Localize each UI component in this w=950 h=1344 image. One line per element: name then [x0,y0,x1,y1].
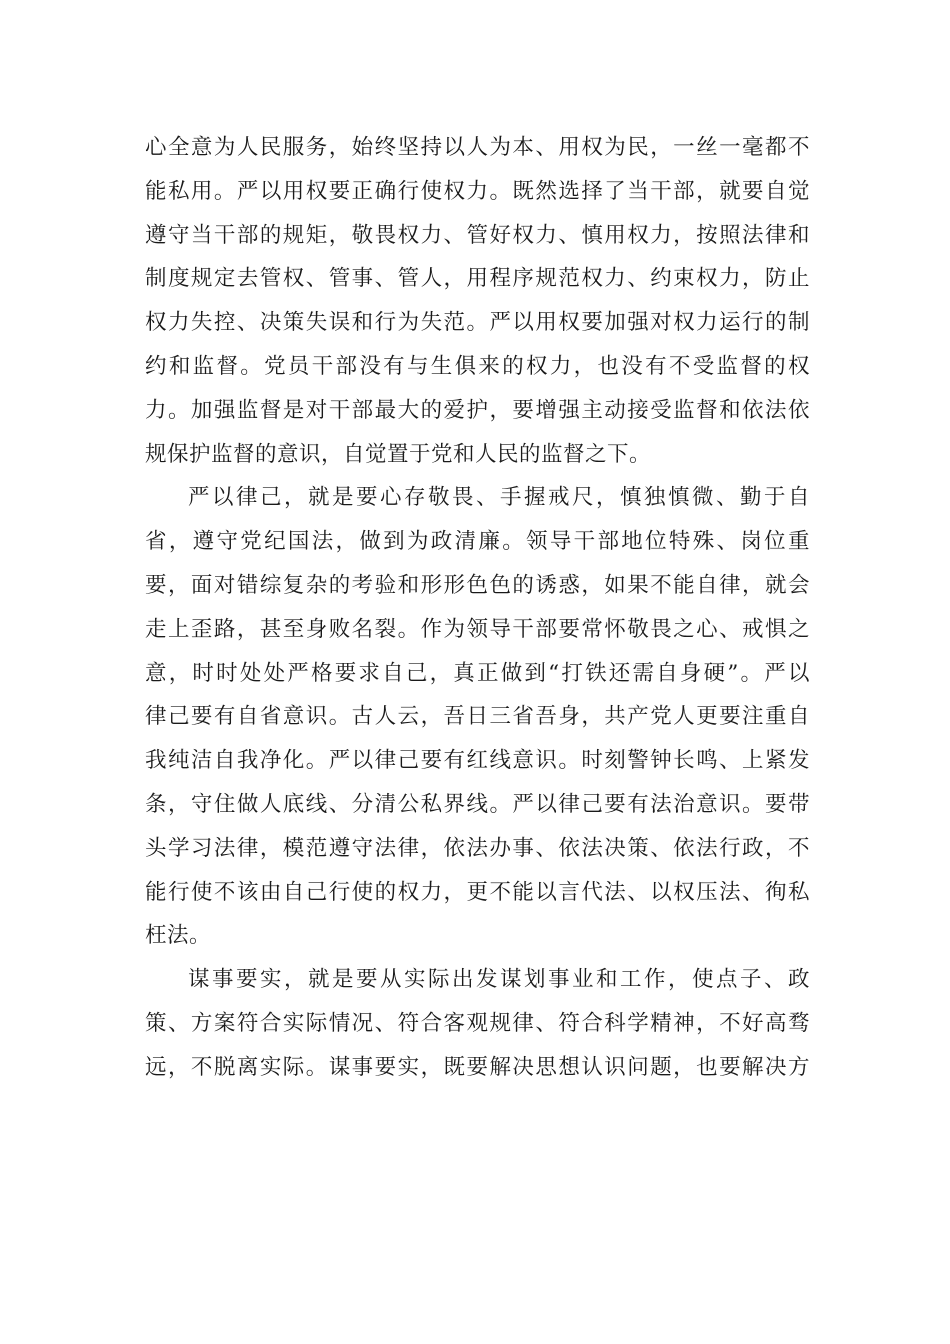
text-line: 省，遵守党纪国法，做到为政清廉。领导干部地位特殊、岗位重 [145,529,810,555]
text-line: 能私用。严以用权要正确行使权力。既然选择了当干部，就要自觉 [145,178,810,204]
text-line: 头学习法律，模范遵守法律，依法办事、依法决策、依法行政，不 [145,835,810,861]
paragraph-3 [145,958,810,1089]
text-line: 能行使不该由自己行使的权力，更不能以言代法、以权压法、徇私 [145,879,810,905]
text-line: 谋事要实，就是要从实际出发谋划事业和工作，使点子、政 [188,967,810,993]
text-line: 规保护监督的意识，自觉置于党和人民的监督之下。 [145,441,652,467]
text-line: 约和监督。党员干部没有与生俱来的权力，也没有不受监督的权 [145,353,810,379]
text-line: 律己要有自省意识。古人云，吾日三省吾身，共产党人更要注重自 [145,704,810,730]
text-line: 策、方案符合实际情况、符合客观规律、符合科学精神，不好高骛 [145,1010,810,1036]
text-line: 遵守当干部的规矩，敬畏权力、管好权力、慎用权力，按照法律和 [145,222,810,248]
text-line: 走上歪路，甚至身败名裂。作为领导干部要常怀敬畏之心、戒惧之 [145,616,810,642]
text-line: 力。加强监督是对干部最大的爱护，要增强主动接受监督和依法依 [145,397,810,423]
text-line: 枉法。 [145,923,212,949]
text-line: 严以律己，就是要心存敬畏、手握戒尺，慎独慎微、勤于自 [188,485,810,511]
text-line: 要，面对错综复杂的考验和形形色色的诱惑，如果不能自律，就会 [145,572,810,598]
text-line: 远，不脱离实际。谋事要实，既要解决思想认识问题，也要解决方 [145,1054,810,1080]
paragraph-2 [145,476,810,958]
text-line: 制度规定去管权、管事、管人，用程序规范权力、约束权力，防止 [145,266,810,292]
text-line: 我纯洁自我净化。严以律己要有红线意识。时刻警钟长鸣、上紧发 [145,748,810,774]
paragraph-1 [145,126,810,476]
document-body [145,126,810,1090]
text-line: 条，守住做人底线、分清公私界线。严以律己要有法治意识。要带 [145,791,810,817]
text-line: 权力失控、决策失误和行为失范。严以用权要加强对权力运行的制 [145,310,810,336]
text-line: 意，时时处处严格要求自己，真正做到“打铁还需自身硬”。严以 [145,660,810,686]
text-line: 心全意为人民服务，始终坚持以人为本、用权为民，一丝一毫都不 [145,135,810,160]
